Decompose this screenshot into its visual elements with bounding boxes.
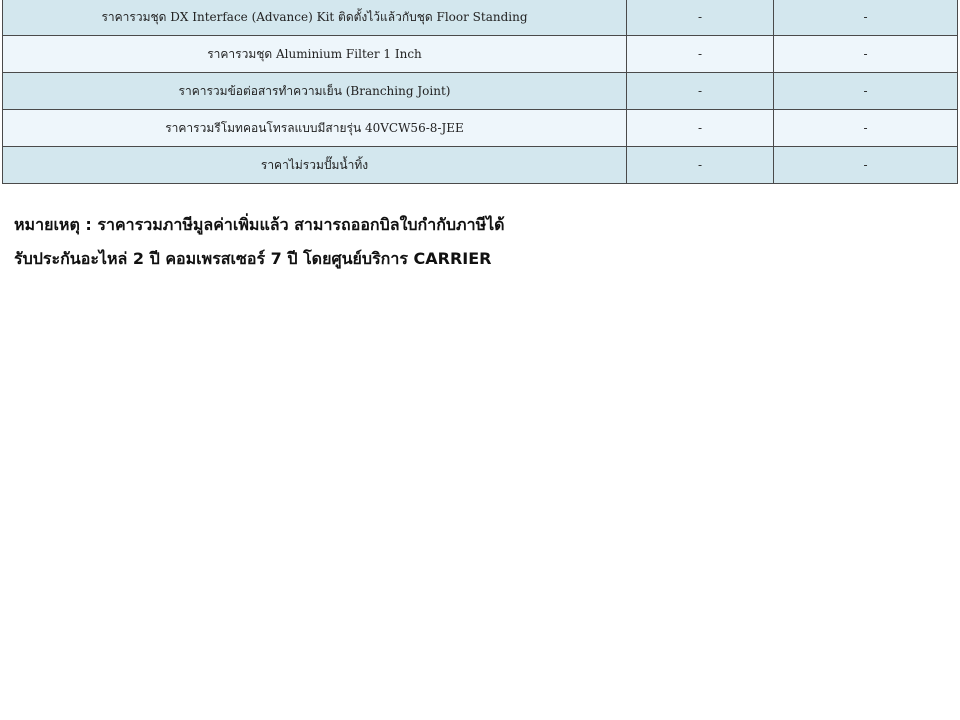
note-warranty: รับประกันอะไหล่ 2 ปี คอมเพรสเซอร์ 7 ปี โดยศูนย์บริการ CARRIER bbox=[14, 249, 492, 268]
table-row bbox=[3, 147, 958, 184]
table-row bbox=[3, 110, 958, 147]
table-row bbox=[3, 73, 958, 110]
note-vat: หมายเหตุ : ราคารวมภาษีมูลค่าเพิ่มแล้ว สามารถออกบิลใบกำกับภาษีได้ bbox=[14, 215, 505, 234]
row-value-b: - bbox=[774, 36, 958, 73]
row-value-b: - bbox=[774, 0, 958, 36]
table-row bbox=[3, 0, 958, 36]
row-value-a: - bbox=[627, 73, 774, 110]
row-value-a: - bbox=[627, 0, 774, 36]
notes-section bbox=[14, 208, 914, 276]
row-description: ราคารวมชุด DX Interface (Advance) Kit ติดตั้งไว้แล้วกับชุด Floor Standing bbox=[3, 0, 627, 36]
row-description: ราคารวมข้อต่อสารทำความเย็น (Branching Joint) bbox=[3, 73, 627, 110]
row-value-a: - bbox=[627, 110, 774, 147]
row-value-b: - bbox=[774, 73, 958, 110]
row-value-b: - bbox=[774, 110, 958, 147]
row-description: ราคารวมรีโมทคอนโทรลแบบมีสายรุ่น 40VCW56-8-JEE bbox=[3, 110, 627, 147]
table-row bbox=[3, 36, 958, 73]
row-description: ราคาไม่รวมปั๊มน้ำทิ้ง bbox=[3, 147, 627, 184]
row-value-a: - bbox=[627, 147, 774, 184]
row-value-a: - bbox=[627, 36, 774, 73]
price-table bbox=[2, 0, 958, 184]
row-value-b: - bbox=[774, 147, 958, 184]
row-description: ราคารวมชุด Aluminium Filter 1 Inch bbox=[3, 36, 627, 73]
